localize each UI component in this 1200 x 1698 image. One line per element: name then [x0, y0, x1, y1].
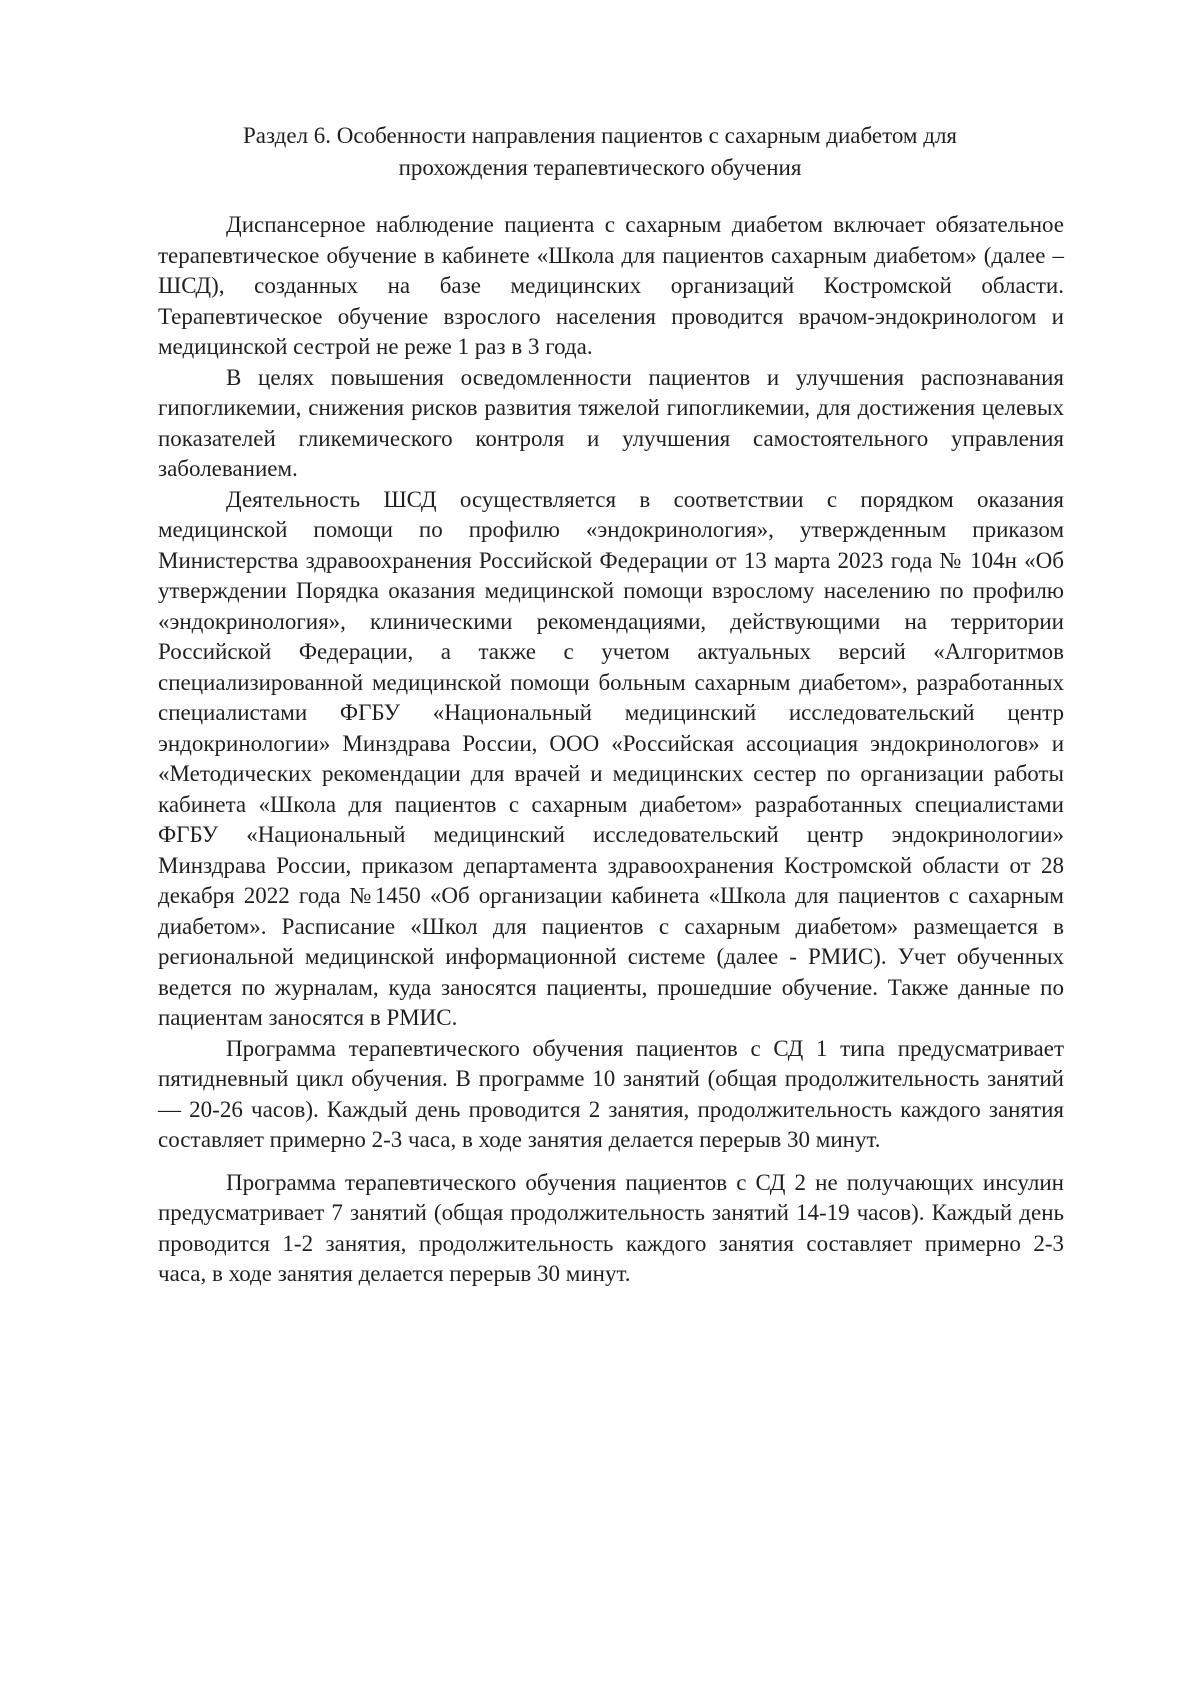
paragraph-dispensary-observation: Диспансерное наблюдение пациента с сахарным диабетом включает обязательное терапевтическое обучение в кабинете «Школа для пациентов сахарным диабетом» (далее – ШСД), созданных на базе медицинских организаций Костромской области. Терапевтическое обучение взрослого населения проводится врачом-эндокринологом и медицинской сестрой не реже 1 раз в 3 года.: [158, 212, 1064, 359]
heading-line-2: прохождения терапевтического обучения: [398, 155, 802, 180]
paragraph-goals: В целях повышения осведомленности пациентов и улучшения распознавания гипогликемии, снижения рисков развития тяжелой гипогликемии, для достижения целевых показателей гликемического контроля и улучшения самостоятельного управления заболеванием.: [158, 364, 1064, 481]
document-body: [158, 210, 1064, 1290]
paragraph-type2-program: Программа терапевтического обучения пациентов с СД 2 не получающих инсулин предусматривает 7 занятий (общая продолжительность занятий 14-19 часов). Каждый день проводится 1-2 занятия, продолжительность каждого занятия составляет примерно 2-3 часа, в ходе занятия делается перерыв 30 минут.: [158, 1169, 1064, 1286]
section-heading: [140, 120, 1060, 184]
heading-line-1: Раздел 6. Особенности направления пациентов с сахарным диабетом для: [243, 123, 957, 148]
paragraph-regulations: Деятельность ШСД осуществляется в соответствии с порядком оказания медицинской помощи по профилю «эндокринология», утвержденным приказом Министерства здравоохранения Российской Федерации от 13 марта 2023 года № 104н «Об утверждении Порядка оказания медицинской помощи взрослому населению по профилю «эндокринология», клиническими рекомендациями, действующими на территории Российской Федерации, а также с учетом актуальных версий «Алгоритмов специализированной медицинской помощи больным сахарным диабетом», разработанных специалистами ФГБУ «Национальный медицинский исследовательский центр эндокринологии» Минздрава России, ООО «Российская ассоциация эндокринологов» и «Методических рекомендации для врачей и медицинских сестер по организации работы кабинета «Школа для пациентов с сахарным диабетом» разработанных специалистами ФГБУ «Национальный медицинский исследовательский центр эндокринологии» Минздрава России, приказом департамента здравоохранения Костромской области от 28 декабря 2022 года №1450 «Об организации кабинета «Школа для пациентов с сахарным диабетом». Расписание «Школ для пациентов с сахарным диабетом» размещается в региональной медицинской информационной системе (далее - РМИС). Учет обученных ведется по журналам, куда заносятся пациенты, прошедшие обучение. Также данные по пациентам заносятся в РМИС.: [158, 486, 1064, 1030]
paragraph-type1-program: Программа терапевтического обучения пациентов с СД 1 типа предусматривает пятидневный цикл обучения. В программе 10 занятий (общая продолжительность занятий — 20-26 часов). Каждый день проводится 2 занятия, продолжительность каждого занятия составляет примерно 2-3 часа, в ходе занятия делается перерыв 30 минут.: [158, 1035, 1064, 1152]
